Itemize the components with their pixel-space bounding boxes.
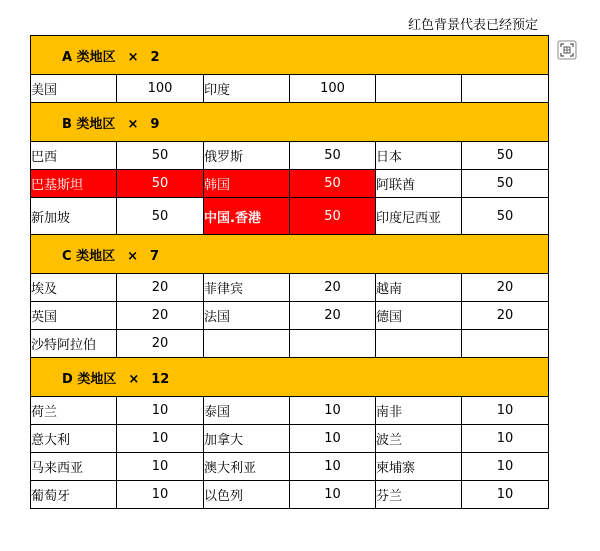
table-row <box>31 481 549 509</box>
table-row <box>31 75 549 103</box>
country-value: 100 <box>290 75 376 103</box>
region-count: 2 <box>150 49 160 65</box>
country-value: 20 <box>462 274 549 302</box>
country-value: 20 <box>117 302 204 330</box>
country-value: 10 <box>290 397 376 425</box>
region-count: 12 <box>151 371 170 387</box>
country-value: 10 <box>290 481 376 509</box>
country-name: 俄罗斯 <box>204 142 290 170</box>
country-value: 50 <box>462 142 549 170</box>
region-title: B 类地区 <box>62 116 116 132</box>
country-value: 20 <box>290 274 376 302</box>
country-value: 20 <box>117 274 204 302</box>
table-row <box>31 142 549 170</box>
country-name-reserved: 巴基斯坦 <box>31 170 117 198</box>
country-name: 柬埔寨 <box>376 453 462 481</box>
country-value <box>462 330 549 358</box>
country-name: 澳大利亚 <box>204 453 290 481</box>
region-header-d <box>31 358 549 397</box>
region-header-b <box>31 103 549 142</box>
country-name: 日本 <box>376 142 462 170</box>
country-value: 100 <box>117 75 204 103</box>
country-name: 阿联酋 <box>376 170 462 198</box>
multiply-sign: × <box>128 371 140 387</box>
legend-note: 红色背景代表已经预定 <box>407 18 538 33</box>
country-value: 10 <box>117 453 204 481</box>
country-value: 50 <box>117 142 204 170</box>
region-title: D 类地区 <box>62 371 117 387</box>
country-name: 法国 <box>204 302 290 330</box>
country-name: 德国 <box>376 302 462 330</box>
country-name: 美国 <box>31 75 117 103</box>
country-name: 以色列 <box>204 481 290 509</box>
country-value: 10 <box>462 397 549 425</box>
country-value <box>290 330 376 358</box>
country-value-reserved: 50 <box>290 170 376 198</box>
country-value: 50 <box>462 170 549 198</box>
country-name: 新加坡 <box>31 198 117 235</box>
table-row <box>31 330 549 358</box>
country-value: 10 <box>290 453 376 481</box>
table-row <box>31 302 549 330</box>
country-name: 巴西 <box>31 142 117 170</box>
country-name: 加拿大 <box>204 425 290 453</box>
table-row <box>31 274 549 302</box>
country-name: 印度尼西亚 <box>376 198 462 235</box>
country-name-reserved: 韩国 <box>204 170 290 198</box>
country-name: 印度 <box>204 75 290 103</box>
country-name: 芬兰 <box>376 481 462 509</box>
region-title: C 类地区 <box>62 248 116 264</box>
country-value: 10 <box>462 425 549 453</box>
region-header-a <box>31 36 549 75</box>
region-count: 7 <box>149 248 160 264</box>
country-name-reserved: 中国.香港 <box>204 198 290 235</box>
region-title: A 类地区 <box>62 49 116 65</box>
expand-table-icon[interactable] <box>557 40 577 60</box>
country-name <box>376 75 462 103</box>
country-name: 波兰 <box>376 425 462 453</box>
country-name <box>376 330 462 358</box>
country-quota-table <box>30 35 549 509</box>
table-row <box>31 425 549 453</box>
country-name: 泰国 <box>204 397 290 425</box>
region-header-c <box>31 235 549 274</box>
country-value-reserved: 50 <box>117 170 204 198</box>
multiply-sign: × <box>127 49 139 65</box>
table-row <box>31 453 549 481</box>
country-name: 荷兰 <box>31 397 117 425</box>
country-value: 10 <box>117 397 204 425</box>
country-name: 越南 <box>376 274 462 302</box>
country-value <box>462 75 549 103</box>
country-value: 20 <box>462 302 549 330</box>
country-value: 20 <box>290 302 376 330</box>
country-name: 沙特阿拉伯 <box>31 330 117 358</box>
country-name: 英国 <box>31 302 117 330</box>
country-name: 意大利 <box>31 425 117 453</box>
country-name <box>204 330 290 358</box>
table-row <box>31 170 549 198</box>
table-row <box>31 397 549 425</box>
country-value-reserved: 50 <box>290 198 376 235</box>
country-value: 10 <box>117 481 204 509</box>
country-name: 菲律宾 <box>204 274 290 302</box>
country-name: 南非 <box>376 397 462 425</box>
country-value: 10 <box>462 453 549 481</box>
country-value: 10 <box>117 425 204 453</box>
multiply-sign: × <box>127 248 138 264</box>
country-name: 葡萄牙 <box>31 481 117 509</box>
country-value: 50 <box>462 198 549 235</box>
multiply-sign: × <box>127 116 139 132</box>
country-value: 10 <box>462 481 549 509</box>
country-name: 埃及 <box>31 274 117 302</box>
country-value: 20 <box>117 330 204 358</box>
country-value: 50 <box>117 198 204 235</box>
table-row <box>31 198 549 235</box>
region-count: 9 <box>150 116 160 132</box>
country-value: 50 <box>290 142 376 170</box>
country-value: 10 <box>290 425 376 453</box>
country-name: 马来西亚 <box>31 453 117 481</box>
